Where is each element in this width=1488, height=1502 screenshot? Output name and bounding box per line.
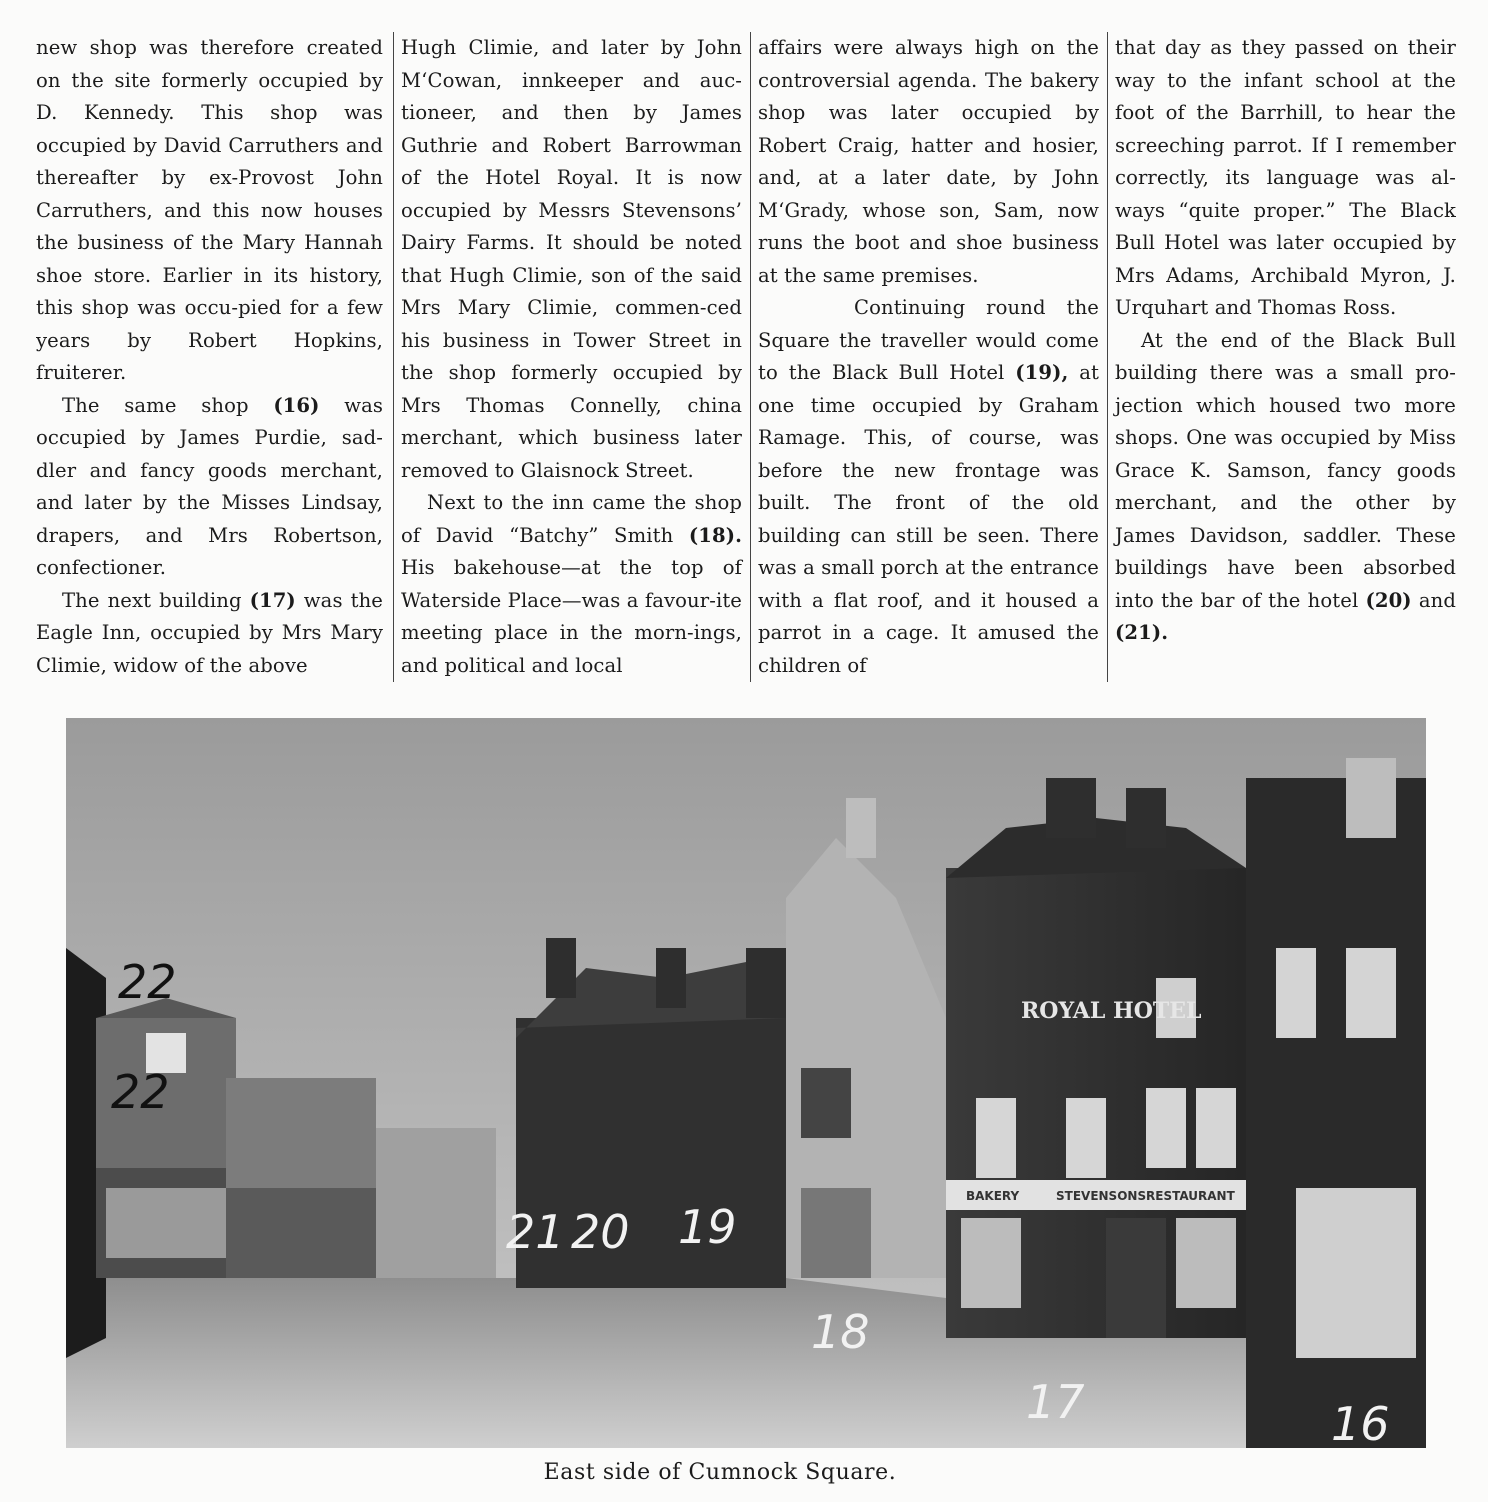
column-3 bbox=[750, 32, 1107, 682]
text-run: that day as they passed on their way to the infant school at the foot of the Barrhill, to hear the screeching parrot. If I remember correctly, its language was al-ways “quite proper.” The Black Bull Hotel was later occupied by Mrs Adams, Archibald Myron, J. Urquhart and Thomas Ross. bbox=[1115, 36, 1456, 319]
building-number-21: 21 bbox=[506, 1205, 565, 1259]
building-number-18: 18 bbox=[811, 1305, 870, 1359]
paragraph bbox=[1115, 325, 1456, 650]
text-run: affairs were always high on the controversial agenda. The bakery shop was later occupied by Robert Craig, hatter and hosier, and, at a later date, by John M‘Grady, whose son, Sam, now runs the boot and shoe business at the same premises. bbox=[758, 36, 1099, 287]
restaurant-sign: RESTAURANT bbox=[1146, 1189, 1235, 1203]
text-run: The next building bbox=[62, 588, 250, 612]
building-number-22: 22 bbox=[111, 1065, 170, 1119]
building-reference: (19), bbox=[1015, 361, 1069, 384]
building-number-22-top: 22 bbox=[118, 955, 177, 1009]
paragraph bbox=[758, 32, 1099, 292]
text-run: was occupied by James Purdie, sad-dler and fancy goods merchant, and later by the Misses Lindsay, drapers, and Mrs Robertson, confectioner. bbox=[36, 393, 384, 579]
text-run: new shop was therefore created on the site formerly occupied by D. Kennedy. This shop was occupied by David Carruthers and thereafter by ex-Provost John Carruthers, and this now houses the business of the Mary Hannah shoe store. Earlier in its history, this shop was occu-pied for a few years by Robert Hopkins, fruiterer. bbox=[36, 36, 383, 384]
building-number-16: 16 bbox=[1331, 1397, 1390, 1448]
column-1 bbox=[36, 32, 393, 682]
building-reference: (16) bbox=[273, 393, 320, 417]
building-far bbox=[376, 1128, 496, 1278]
building-number-20: 20 bbox=[571, 1205, 630, 1259]
text-run: Hugh Climie, and later by John M‘Cowan, innkeeper and auc-tioneer, and then by James Guthrie and Robert Barrowman of the Hotel Royal. It is now occupied by Messrs Stevensons’ Dairy Farms. It should be noted that Hugh Climie, son of the said Mrs Mary Climie, commen-ced his business in Tower Street in the shop formerly occupied by Mrs Thomas Connelly, china merchant, which business later removed to Glaisnock Street. bbox=[401, 36, 742, 482]
text-run: At the end of the Black Bull building there was a small pro-jection which housed two more shops. One was occupied by Miss Grace K. Samson, fancy goods merchant, and the other by James Davidson, saddler. These buildings have been absorbed into the bar of the hotel bbox=[1115, 328, 1456, 612]
building-reference: (21). bbox=[1115, 621, 1169, 644]
text-run: Next to the inn came the shop of David “Batchy” Smith bbox=[401, 491, 742, 547]
royal-hotel-sign: ROYAL HOTEL bbox=[1021, 998, 1202, 1024]
building-number-19: 19 bbox=[678, 1200, 737, 1254]
stevensons-sign: STEVENSONS bbox=[1056, 1189, 1147, 1203]
text-run: His bakehouse—at the top of Waterside Place—was a favour-ite meeting place in the morn-ings, and political and local bbox=[401, 556, 742, 677]
photo-illustration bbox=[66, 718, 1426, 1448]
text-run: Continuing round the Square the traveller would come to the Black Bull Hotel bbox=[758, 296, 1099, 384]
paragraph bbox=[36, 585, 383, 683]
building-reference: (18). bbox=[688, 523, 742, 547]
building-reference: (20) bbox=[1365, 588, 1412, 612]
column-4 bbox=[1107, 32, 1468, 682]
paragraph bbox=[758, 292, 1099, 682]
bakery-sign: BAKERY bbox=[966, 1189, 1020, 1203]
paragraph bbox=[36, 32, 383, 390]
building-reference: (17) bbox=[249, 588, 296, 612]
text-run: The same shop bbox=[62, 393, 274, 417]
photograph-cumnock-square bbox=[66, 718, 1426, 1448]
text-run: and bbox=[1411, 588, 1456, 612]
text-run: was the Eagle Inn, occupied by Mrs Mary Climie, widow of the above bbox=[36, 588, 384, 677]
column-2 bbox=[393, 32, 750, 682]
photo-caption: East side of Cumnock Square. bbox=[543, 1460, 897, 1485]
paragraph bbox=[401, 32, 742, 487]
text-run: at one time occupied by Graham Ramage. This, of course, was before the new frontage was built. The front of the old building can still be seen. There was a small porch at the entrance with a flat roof, and it housed a parrot in a cage. It amused the children of bbox=[758, 361, 1099, 677]
building-number-17: 17 bbox=[1026, 1375, 1085, 1429]
paragraph bbox=[401, 487, 742, 682]
paragraph bbox=[1115, 32, 1456, 325]
paragraph bbox=[36, 390, 383, 585]
text-columns bbox=[36, 32, 1468, 682]
